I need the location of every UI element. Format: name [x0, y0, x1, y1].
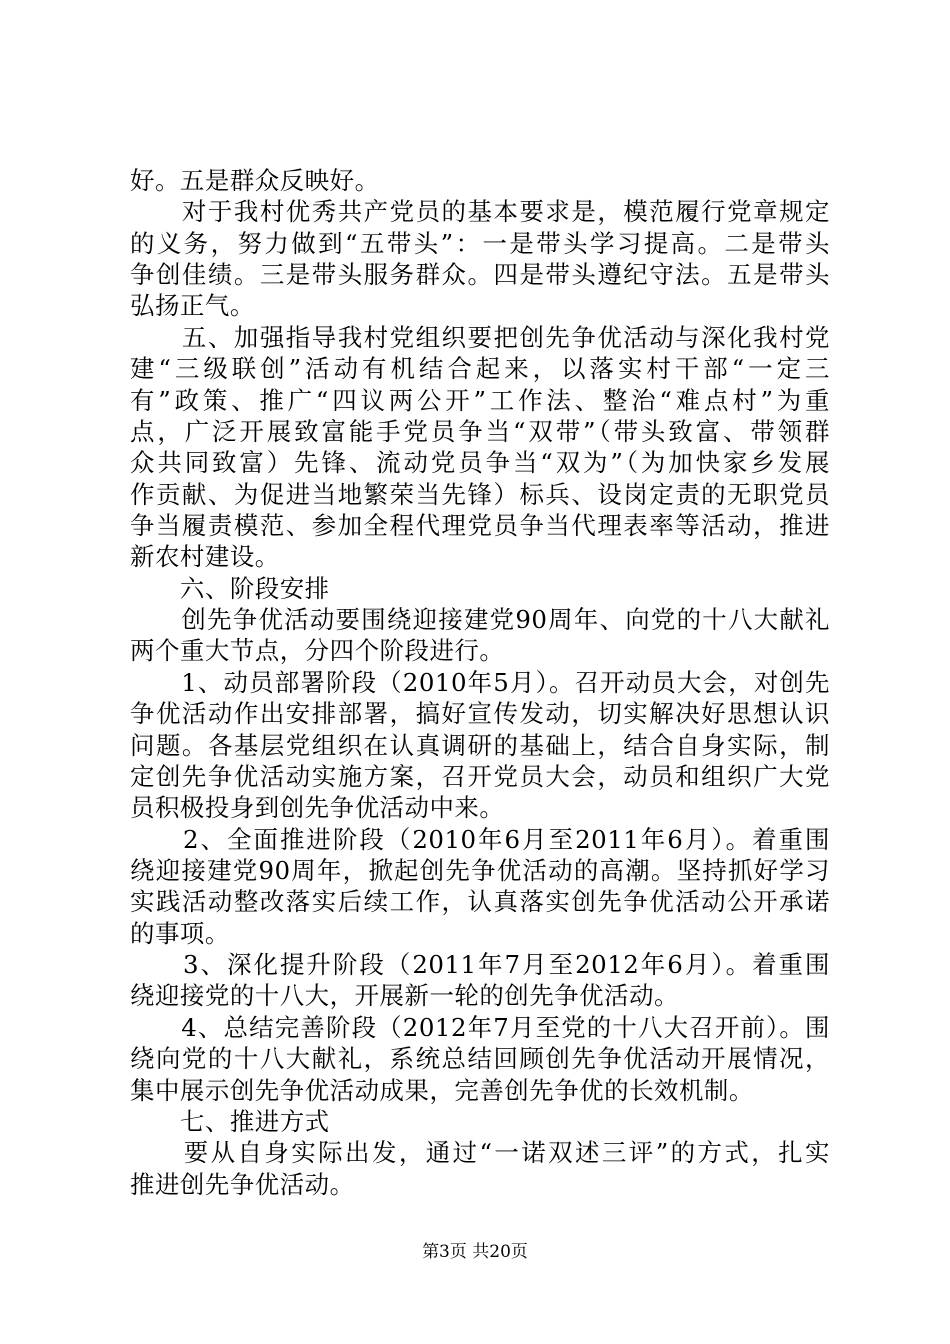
page-footer: 第3页 共20页 [422, 1242, 528, 1262]
body-text-line: 3、深化提升阶段（2011年7月至2012年6月）。着重围 [130, 950, 830, 980]
body-text-line: 绕迎接建党90周年，掀起创先争优活动的高潮。坚持抓好学习 [130, 856, 830, 885]
body-text-line: 绕向党的十八大献礼，系统总结回顾创先争优活动开展情况， [130, 1044, 830, 1074]
body-text-line: 推进创先争优活动。 [130, 1169, 355, 1199]
body-text-line: 新农村建设。 [130, 542, 280, 572]
body-text-line: 建“三级联创”活动有机结合起来，以落实村干部“一定三 [130, 354, 830, 384]
section-heading: 七、推进方式 [130, 1106, 330, 1136]
body-text-line: 两个重大节点，分四个阶段进行。 [130, 636, 505, 666]
body-text-line: 众共同致富）先锋、流动党员争当“双为”（为加快家乡发展 [130, 448, 830, 478]
body-text-line: 问题。各基层党组织在认真调研的基础上，结合自身实际，制 [130, 730, 830, 760]
body-text-line: 好。五是群众反映好。 [130, 166, 380, 195]
body-text-line: 争优活动作出安排部署，搞好宣传发动，切实解决好思想认识 [130, 699, 830, 729]
body-text-line: 的义务，努力做到“五带头”：一是带头学习提高。二是带头 [130, 228, 830, 258]
body-text-line: 定创先争优活动实施方案，召开党员大会，动员和组织广大党 [130, 761, 830, 791]
body-text-line: 绕迎接党的十八大，开展新一轮的创先争优活动。 [130, 981, 679, 1011]
body-text-line: 4、总结完善阶段（2012年7月至党的十八大召开前）。围 [130, 1012, 830, 1042]
section-heading: 六、阶段安排 [130, 573, 330, 603]
body-text-line: 创先争优活动要围绕迎接建党90周年、向党的十八大献礼 [130, 605, 830, 635]
body-text-line: 有”政策、推广“四议两公开”工作法、整治“难点村”为重 [130, 385, 830, 415]
body-text-line: 五、加强指导我村党组织要把创先争优活动与深化我村党 [130, 322, 830, 352]
body-text-line: 争创佳绩。三是带头服务群众。四是带头遵纪守法。五是带头 [130, 260, 830, 290]
body-text-line: 点，广泛开展致富能手党员争当“双带”（带头致富、带领群 [130, 416, 830, 446]
body-text-line: 作贡献、为促进当地繁荣当先锋）标兵、设岗定责的无职党员 [130, 479, 830, 509]
body-text-line: 集中展示创先争优活动成果，完善创先争优的长效机制。 [130, 1075, 754, 1105]
body-text-line: 对于我村优秀共产党员的基本要求是，模范履行党章规定 [130, 197, 830, 227]
body-text-line: 要从自身实际出发，通过“一诺双述三评”的方式，扎实 [130, 1138, 830, 1168]
body-text-line: 1、动员部署阶段（2010年5月）。召开动员大会，对创先 [130, 667, 830, 697]
body-text-line: 弘扬正气。 [130, 291, 255, 321]
body-text-line: 争当履责模范、参加全程代理党员争当代理表率等活动，推进 [130, 511, 830, 540]
body-text-line: 实践活动整改落实后续工作，认真落实创先争优活动公开承诺 [130, 887, 830, 917]
body-text-line: 员积极投身到创先争优活动中来。 [130, 793, 505, 823]
body-text-line: 2、全面推进阶段（2010年6月至2011年6月）。着重围 [130, 824, 830, 854]
body-text-line: 的事项。 [130, 918, 230, 948]
